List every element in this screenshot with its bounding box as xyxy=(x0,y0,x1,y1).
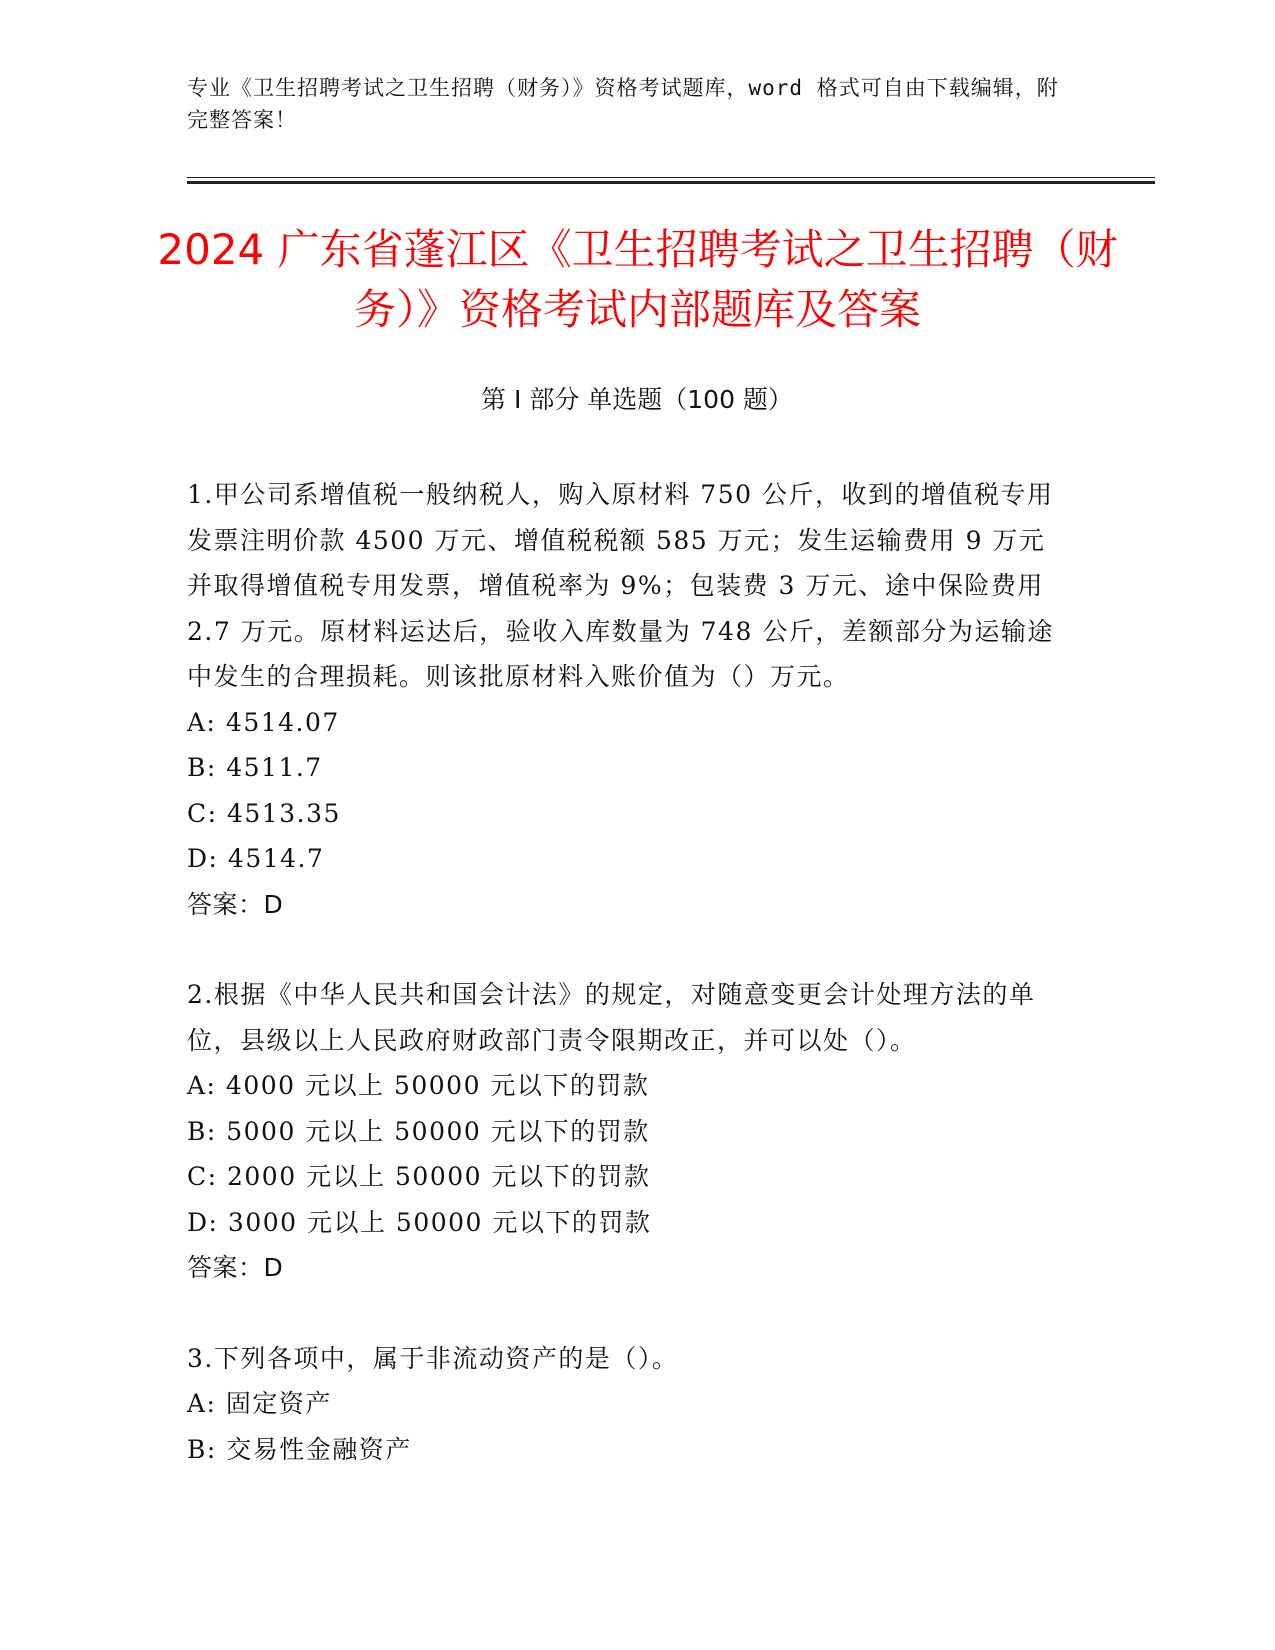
option-c: C: 2000 元以上 50000 元以下的罚款 xyxy=(187,1162,651,1191)
option-b: B: 4511.7 xyxy=(187,753,323,782)
question-3 xyxy=(187,1336,1067,1473)
option-a: A: 4514.07 xyxy=(187,707,340,737)
header-divider-thick xyxy=(187,181,1155,184)
option-a: A: 4000 元以上 50000 元以下的罚款 xyxy=(187,1071,650,1100)
question-list xyxy=(187,472,1067,1472)
question-stem: 1.甲公司系增值税一般纳税人，购入原材料 750 公斤，收到的增值税专用发票注明价款 4500 万元、增值税税额 585 万元；发生运输费用 9 万元并取得增值税专用发票，增值税率为 9%；包装费 3 万元、途中保险费用 2.7 万元。原材料运达后，验收入库数量为 748 公斤，差额部分为运输途中发生的合理损耗。则该批原材料入账价值为（）万元。 xyxy=(187,480,1054,691)
section-title: 第 I 部分 单选题（100 题） xyxy=(481,385,793,414)
answer-label: 答案：D xyxy=(187,889,284,919)
option-b: B: 交易性金融资产 xyxy=(187,1434,412,1464)
document-title: 2024 广东省蓬江区《卫生招聘考试之卫生招聘（财务）》资格考试内部题库及答案 xyxy=(157,225,1118,334)
question-1 xyxy=(187,472,1067,927)
option-c: C: 4513.35 xyxy=(187,798,341,828)
option-d: D: 4514.7 xyxy=(187,844,325,873)
answer-label: 答案：D xyxy=(187,1253,284,1282)
header-note: 专业《卫生招聘考试之卫生招聘（财务）》资格考试题库，word 格式可自由下载编辑，附完整答案！ xyxy=(187,76,1059,132)
question-stem: 2.根据《中华人民共和国会计法》的规定，对随意变更会计处理方法的单位，县级以上人民政府财政部门责令限期改正，并可以处（）。 xyxy=(187,980,1036,1055)
question-stem: 3.下列各项中，属于非流动资产的是（）。 xyxy=(187,1343,679,1373)
option-a: A: 固定资产 xyxy=(187,1389,332,1418)
header-divider-thin xyxy=(187,177,1155,178)
option-d: D: 3000 元以上 50000 元以下的罚款 xyxy=(187,1207,652,1237)
question-2 xyxy=(187,972,1067,1291)
option-b: B: 5000 元以上 50000 元以下的罚款 xyxy=(187,1116,650,1146)
